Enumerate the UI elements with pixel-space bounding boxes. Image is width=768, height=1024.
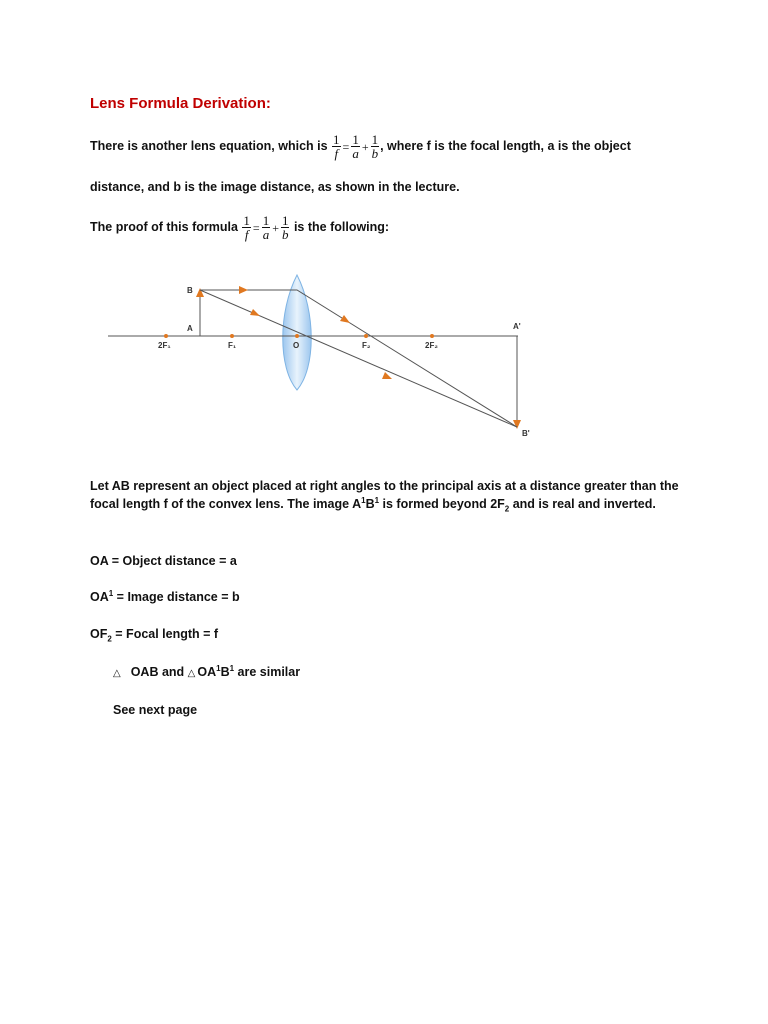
- eq-intro-before: There is another lens equation, which is: [90, 138, 328, 153]
- desc-mid: B: [365, 497, 375, 511]
- ray-arrow-2: [340, 315, 350, 323]
- label-a: A: [187, 324, 193, 333]
- desc-part1: Let AB represent an object placed at right angles to the principal axis at a distance greater than the focal length f of the convex lens. The image A: [90, 479, 679, 511]
- object-arrowhead: [196, 288, 204, 297]
- similar-triangles-line: △ OAB and △ $OA^1B^1$ are similar: [113, 663, 301, 679]
- label-a-prime: A': [513, 322, 521, 331]
- formula-inverse-a: $\frac{1}{a}$: [352, 132, 359, 161]
- image-arrowhead: [513, 420, 521, 429]
- desc-sup-2: 1: [374, 495, 380, 505]
- formula-inverse-b-2: $\frac{1}{b}$: [281, 213, 289, 242]
- proof-intro-before: The proof of this formula: [90, 219, 238, 234]
- label-b: B: [187, 286, 193, 295]
- label-b-prime: B': [522, 429, 530, 438]
- point-2f2: [430, 334, 434, 338]
- label-2f1: 2F₁: [158, 341, 171, 350]
- similar-t1: OAB and: [130, 665, 185, 679]
- plus-sign: +: [361, 139, 369, 154]
- lens-equation-line: [90, 133, 631, 160]
- proof-intro-after: is the following:: [293, 219, 390, 234]
- ray-diagram: [100, 272, 550, 452]
- equals-sign: =: [342, 139, 350, 154]
- def-object-distance: OA = Object distance = a: [90, 554, 237, 568]
- desc-part2: is formed beyond 2F: [379, 497, 505, 511]
- desc-part3: and is real and inverted.: [509, 497, 656, 511]
- object-description: [90, 477, 680, 513]
- def-focal-length: $OF_2$ = Focal length = f: [90, 627, 219, 644]
- label-o: O: [293, 341, 300, 350]
- ray-arrow-1: [239, 286, 248, 294]
- point-o: [295, 334, 299, 338]
- eq-intro-after: , where f is the focal length, a is the object: [380, 138, 631, 153]
- eq-intro-line2: distance, and b is the image distance, as shown in the lecture.: [90, 180, 460, 194]
- equals-sign-2: =: [252, 220, 260, 235]
- label-f2: F₂: [362, 341, 371, 350]
- page-heading: Lens Formula Derivation:: [90, 95, 271, 112]
- formula-inverse-b: $\frac{1}{b}$: [371, 132, 379, 161]
- label-2f2: 2F₂: [425, 341, 438, 350]
- def-image-distance: $OA^1$ = Image distance = b: [90, 588, 240, 604]
- formula-inverse-f: $\frac{1}{f}$: [333, 132, 340, 161]
- triangle-icon-2: △: [187, 668, 196, 679]
- ray-arrow-4: [382, 372, 392, 379]
- formula-inverse-f-2: $\frac{1}{f}$: [243, 213, 250, 242]
- point-f1: [230, 334, 234, 338]
- proof-intro-line: [90, 214, 389, 241]
- ray-arrow-3: [250, 309, 260, 316]
- desc-sup-1: 1: [361, 495, 366, 505]
- formula-inverse-a-2: $\frac{1}{a}$: [262, 213, 270, 242]
- see-next-page: See next page: [113, 703, 198, 717]
- plus-sign-2: +: [272, 220, 279, 235]
- ray-through-centre: [200, 290, 517, 427]
- convex-lens: [283, 275, 312, 390]
- point-f2: [364, 334, 368, 338]
- triangle-icon: △: [113, 668, 121, 679]
- desc-sub: 2: [504, 504, 510, 514]
- label-f1: F₁: [228, 341, 237, 350]
- point-2f1: [164, 334, 168, 338]
